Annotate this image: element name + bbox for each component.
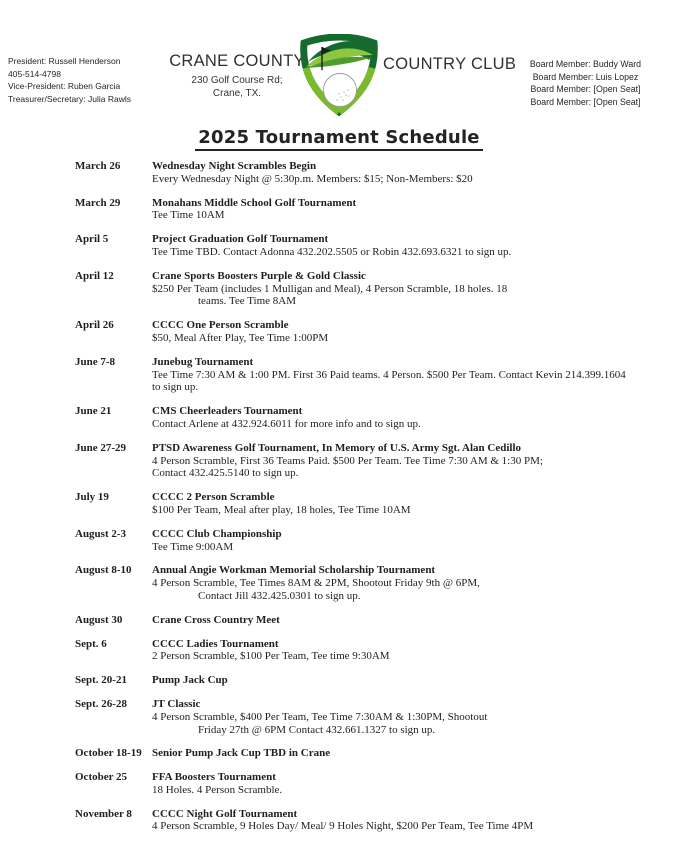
event-detail: 4 Person Scramble, $400 Per Team, Tee Time 7:30AM & 1:30PM, Shootout [152, 710, 488, 723]
event-date: Sept. 20-21 [75, 674, 127, 687]
event-date: Sept. 6 [75, 637, 107, 650]
schedule-list [75, 160, 635, 844]
event-detail: 4 Person Scramble, Tee Times 8AM & 2PM, Shootout Friday 9th @ 6PM, [152, 577, 480, 590]
event-date: April 5 [75, 233, 109, 246]
event-detail: 2 Person Scramble, $100 Per Team, Tee time 9:30AM [152, 650, 390, 663]
event-date: October 18-19 [75, 747, 142, 760]
board-member-line: Board Member: [Open Seat] [530, 96, 641, 107]
event-detail: $250 Per Team (includes 1 Mulligan and Meal), 4 Person Scramble, 18 holes. 18 [152, 282, 508, 295]
event-body [152, 442, 635, 480]
event-detail: Friday 27th @ 6PM Contact 432.661.1327 to sign up. [198, 723, 436, 736]
event-body [152, 356, 635, 394]
org-address [162, 74, 312, 100]
board-member-line: Board Member: [Open Seat] [530, 84, 641, 95]
event-body [152, 614, 635, 627]
event-row [75, 698, 635, 736]
officer-line: President: Russell Henderson [8, 56, 121, 66]
event-row [75, 491, 635, 517]
event-date: April 26 [75, 319, 114, 332]
event-body [152, 747, 635, 760]
event-detail: $50, Meal After Play, Tee Time 1:00PM [152, 331, 329, 344]
event-row [75, 442, 635, 480]
event-date: June 27-29 [75, 441, 127, 454]
event-title: CCCC Night Golf Tournament [152, 807, 298, 820]
board-member-line: Board Member: Buddy Ward [529, 59, 642, 69]
event-body [152, 674, 635, 687]
event-date: April 12 [75, 269, 114, 282]
event-row [75, 614, 635, 627]
event-row [75, 674, 635, 687]
board-member-line: Board Member: Luis Lopez [532, 71, 639, 82]
event-body [152, 491, 635, 517]
event-title: Junebug Tournament [152, 355, 254, 368]
officer-line: Treasurer/Secretary: Julia Rawls [8, 93, 131, 104]
event-title: Pump Jack Cup [152, 674, 228, 687]
event-detail: 4 Person Scramble, First 36 Teams Paid. $500 Per Team. Tee Time 7:30 AM & 1:30 PM; [152, 454, 543, 467]
event-date: August 30 [75, 613, 123, 626]
event-detail: 18 Holes. 4 Person Scramble. [152, 783, 283, 796]
event-title: PTSD Awareness Golf Tournament, In Memory of U.S. Army Sgt. Alan Cedillo [152, 441, 522, 454]
org-name-crane-county: CRANE COUNTY [169, 52, 305, 70]
event-detail: Contact Jill 432.425.0301 to sign up. [198, 589, 361, 602]
event-detail: Contact 432.425.5140 to sign up. [152, 467, 299, 480]
event-body [152, 638, 635, 664]
page-title: 2025 Tournament Schedule [195, 127, 482, 151]
board-members-block [503, 58, 668, 108]
org-name-country-club: COUNTRY CLUB [383, 55, 517, 73]
golf-ball-icon [324, 74, 357, 107]
event-title: Wednesday Night Scrambles Begin [152, 160, 317, 172]
event-body [152, 233, 635, 259]
event-row [75, 319, 635, 345]
event-title: CCCC One Person Scramble [152, 319, 289, 332]
org-name-left-block [162, 52, 312, 100]
event-title: Crane Sports Boosters Purple & Gold Classic [152, 269, 366, 282]
event-date: March 29 [75, 196, 121, 209]
event-detail: to sign up. [152, 381, 199, 394]
event-date: August 2-3 [75, 527, 127, 540]
event-title: Crane Cross Country Meet [152, 613, 280, 626]
event-body [152, 771, 635, 797]
event-title: CCCC Ladies Tournament [152, 637, 279, 650]
golf-shield-icon [294, 34, 384, 118]
event-row [75, 638, 635, 664]
event-date: October 25 [75, 771, 128, 784]
event-body [152, 319, 635, 345]
event-row [75, 356, 635, 394]
event-title: JT Classic [152, 697, 201, 710]
event-date: June 7-8 [75, 355, 116, 368]
event-date: Sept. 26-28 [75, 697, 127, 710]
event-detail: Tee Time TBD. Contact Adonna 432.202.5505 or Robin 432.693.6321 to sign up. [152, 245, 512, 258]
club-logo [294, 34, 384, 118]
officer-line: Vice-President: Ruben Garcia [8, 81, 121, 92]
address-line-2: Crane, TX. [212, 88, 262, 99]
page-title-wrap [0, 127, 678, 151]
event-body [152, 270, 635, 308]
event-detail: Contact Arlene at 432.924.6011 for more info and to sign up. [152, 417, 421, 430]
event-body [152, 528, 635, 554]
event-row [75, 160, 635, 186]
event-detail: 4 Person Scramble, 9 Holes Day/ Meal/ 9 Holes Night, $200 Per Team, Tee Time 4PM [152, 820, 534, 833]
event-title: Senior Pump Jack Cup TBD in Crane [152, 747, 331, 760]
event-date: June 21 [75, 405, 112, 418]
event-title: FFA Boosters Tournament [152, 771, 276, 784]
event-row [75, 564, 635, 602]
event-row [75, 528, 635, 554]
event-detail: $100 Per Team, Meal after play, 18 holes, Tee Time 10AM [152, 503, 411, 516]
event-row [75, 197, 635, 223]
event-date: November 8 [75, 807, 132, 820]
event-body [152, 808, 635, 834]
event-detail: teams. Tee Time 8AM [198, 295, 297, 308]
address-line-1: 230 Golf Course Rd; [191, 75, 283, 86]
event-row [75, 405, 635, 431]
officers-block [8, 55, 131, 105]
event-body [152, 564, 635, 602]
event-title: CCCC Club Championship [152, 527, 282, 540]
event-body [152, 197, 635, 223]
event-body [152, 405, 635, 431]
event-row [75, 270, 635, 308]
event-title: Project Graduation Golf Tournament [152, 233, 329, 246]
event-title: Monahans Middle School Golf Tournament [152, 196, 357, 209]
event-row [75, 747, 635, 760]
officer-phone: 405-514-4798 [8, 68, 61, 79]
event-title: Annual Angie Workman Memorial Scholarship Tournament [152, 564, 436, 577]
event-detail: Tee Time 9:00AM [152, 540, 234, 553]
event-title: CMS Cheerleaders Tournament [152, 405, 303, 418]
event-row [75, 233, 635, 259]
event-detail: Tee Time 10AM [152, 209, 225, 222]
event-body [152, 698, 635, 736]
event-date: August 8-10 [75, 564, 132, 577]
event-detail: Tee Time 7:30 AM & 1:00 PM. First 36 Paid teams. 4 Person. $500 Per Team. Contact Kevin 214.399.1604 [152, 368, 626, 381]
event-body [152, 160, 635, 186]
event-date: March 26 [75, 160, 121, 172]
event-detail: Every Wednesday Night @ 5:30p.m. Members: $15; Non-Members: $20 [152, 172, 473, 185]
event-row [75, 808, 635, 834]
event-date: July 19 [75, 491, 109, 504]
event-title: CCCC 2 Person Scramble [152, 491, 275, 504]
event-row [75, 771, 635, 797]
